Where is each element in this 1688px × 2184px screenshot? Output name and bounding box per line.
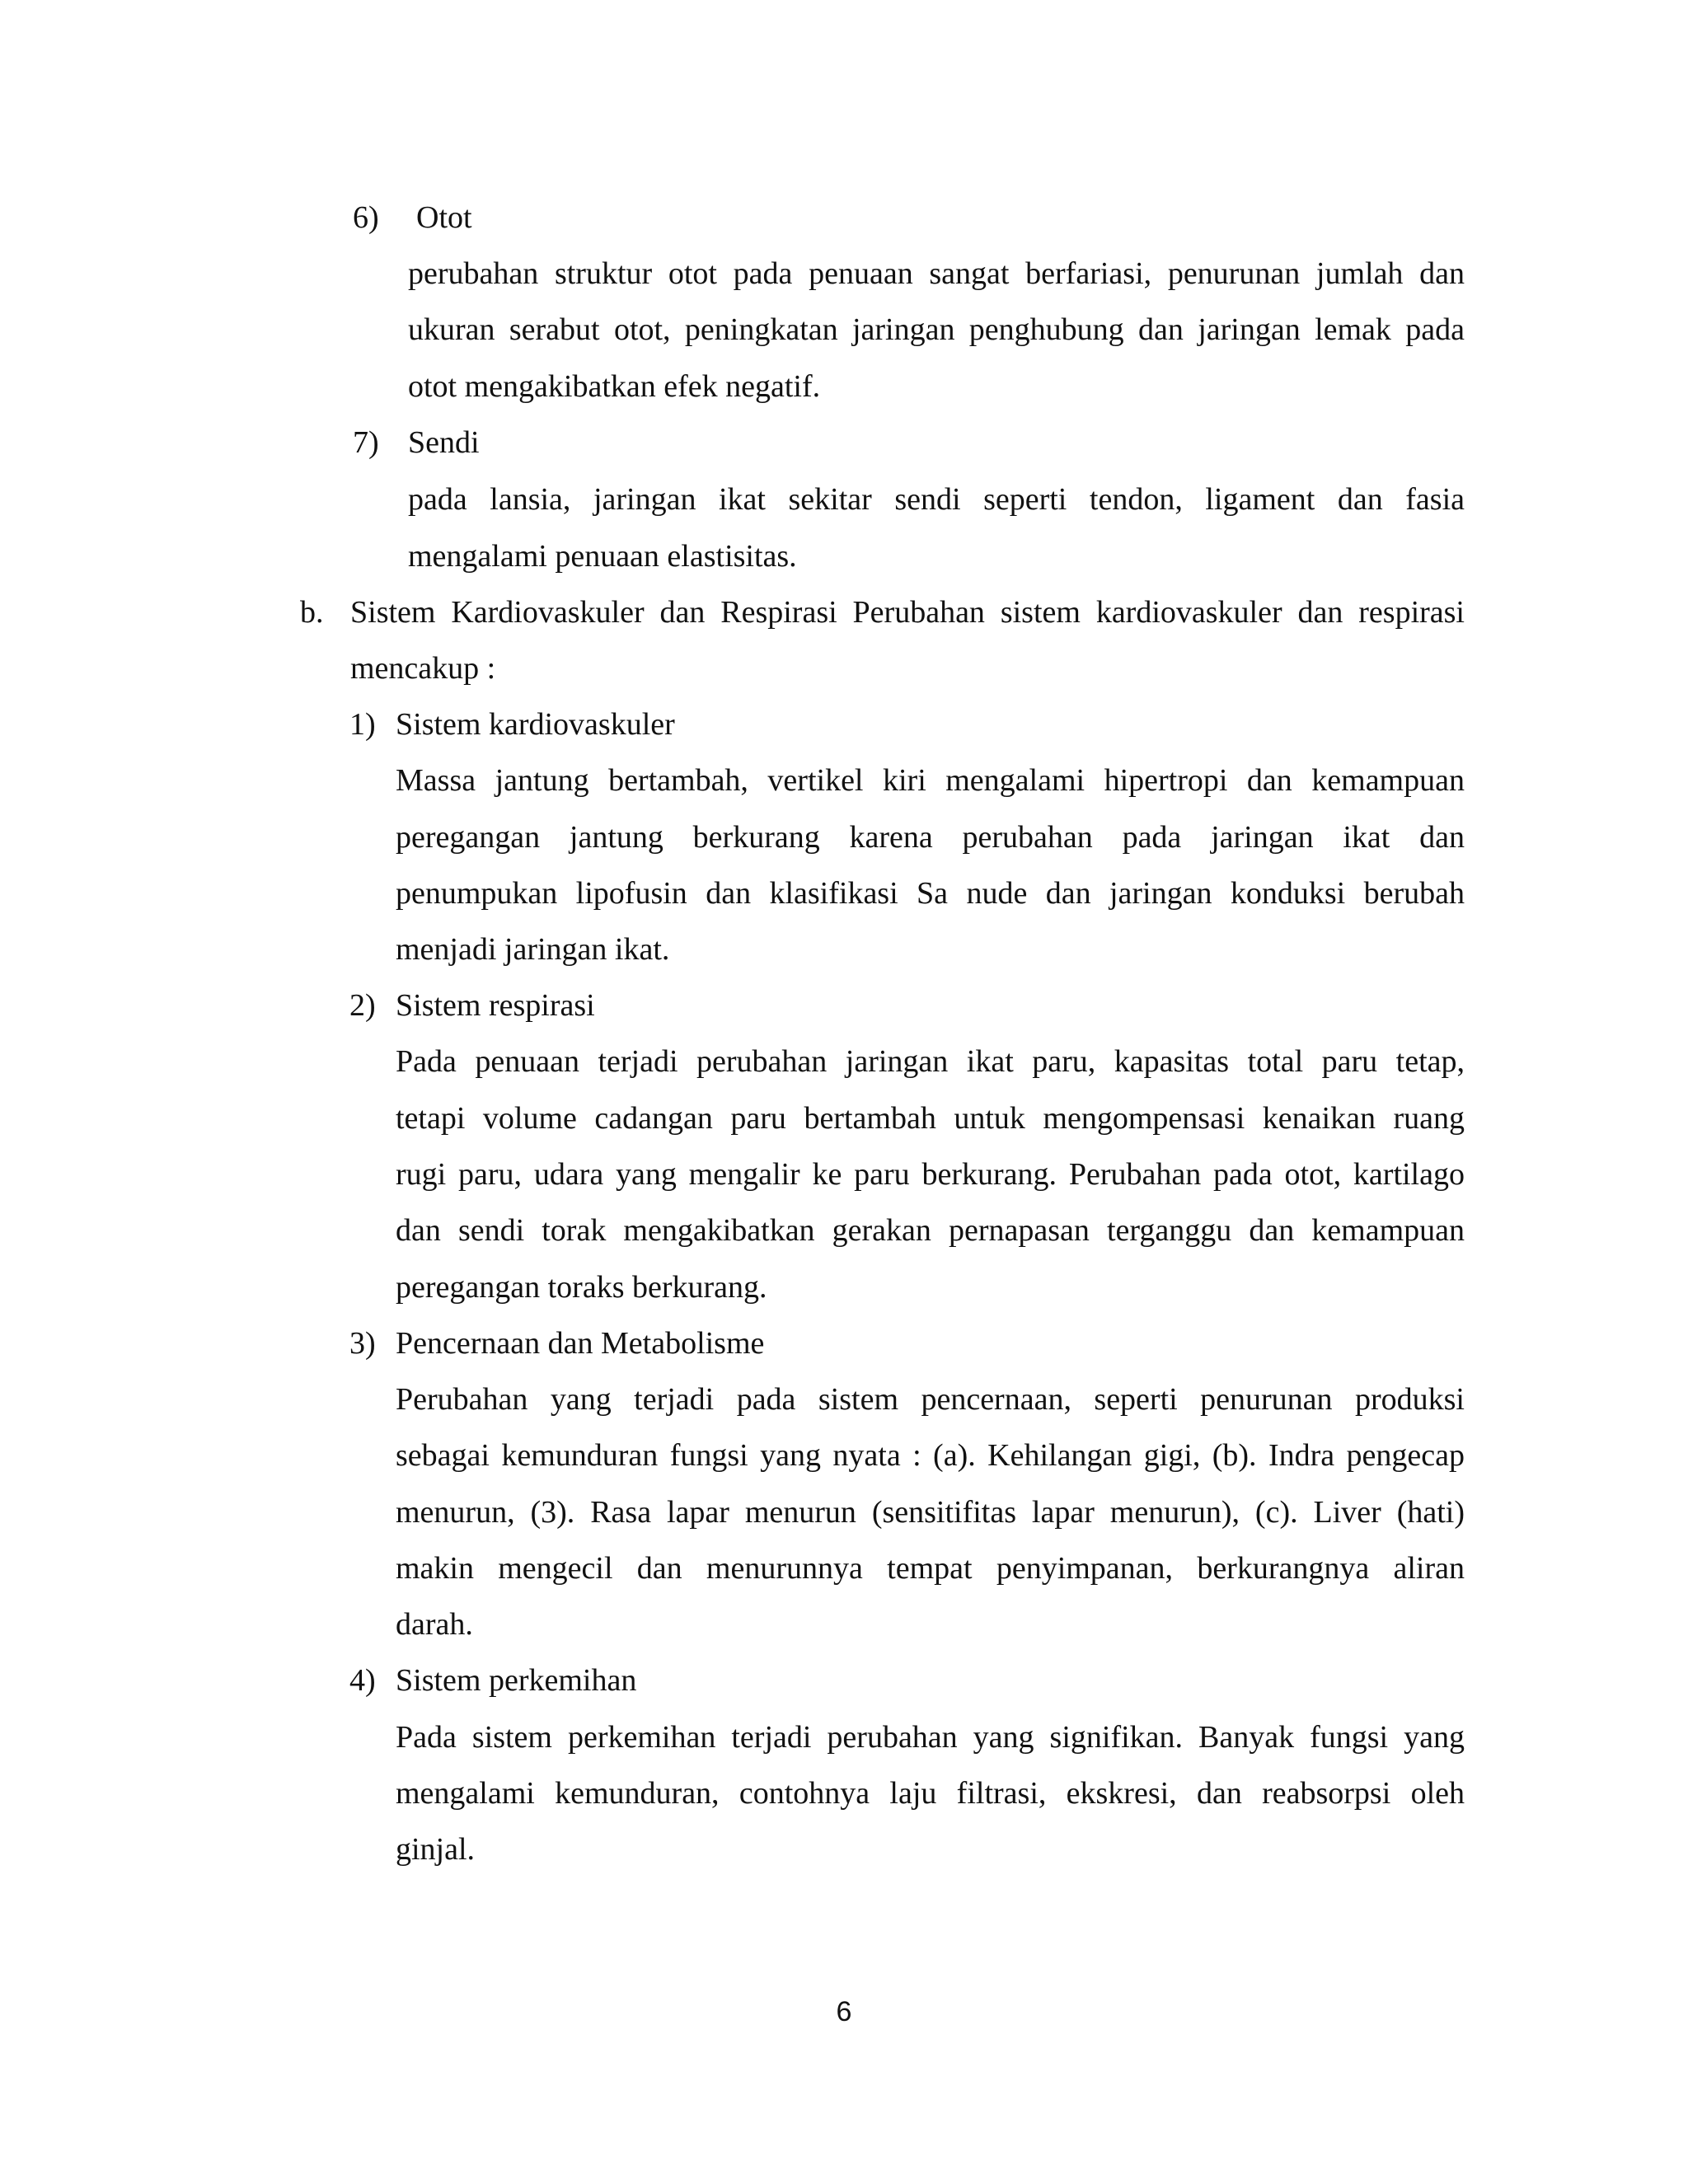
item-body-line: menjadi jaringan ikat. bbox=[396, 932, 670, 967]
item-body-line: mengalami kemunduran, contohnya laju filtrasi, ekskresi, dan reabsorpsi oleh bbox=[396, 1776, 1465, 1811]
item-heading-otot: Otot bbox=[416, 200, 472, 235]
item-heading-kardio: Sistem kardiovaskuler bbox=[396, 707, 675, 742]
item-body-line: perubahan struktur otot pada penuaan sangat berfariasi, penurunan jumlah dan bbox=[408, 256, 1465, 291]
section-heading-b: Sistem Kardiovaskuler dan Respirasi Perubahan sistem kardiovaskuler dan respirasi bbox=[350, 595, 1465, 630]
item-number-sendi: 7) bbox=[353, 425, 379, 460]
item-heading-respirasi: Sistem respirasi bbox=[396, 988, 595, 1023]
section-label-b: b. bbox=[300, 595, 324, 630]
item-body-line: peregangan toraks berkurang. bbox=[396, 1270, 767, 1305]
item-body-line: menurun, (3). Rasa lapar menurun (sensitifitas lapar menurun), (c). Liver (hati) bbox=[396, 1495, 1465, 1530]
section-heading-b-cont: mencakup : bbox=[350, 651, 496, 686]
item-heading-pencernaan: Pencernaan dan Metabolisme bbox=[396, 1326, 765, 1361]
item-body-line: darah. bbox=[396, 1607, 473, 1642]
item-body-line: mengalami penuaan elastisitas. bbox=[408, 539, 797, 574]
item-body-line: Perubahan yang terjadi pada sistem pencernaan, seperti penurunan produksi bbox=[396, 1382, 1465, 1417]
item-body-line: peregangan jantung berkurang karena perubahan pada jaringan ikat dan bbox=[396, 820, 1465, 855]
item-body-line: penumpukan lipofusin dan klasifikasi Sa nude dan jaringan konduksi berubah bbox=[396, 876, 1465, 911]
item-heading-perkemihan: Sistem perkemihan bbox=[396, 1663, 637, 1698]
item-number-pencernaan: 3) bbox=[349, 1326, 376, 1361]
item-heading-sendi: Sendi bbox=[408, 425, 480, 460]
item-number-kardio: 1) bbox=[349, 707, 376, 742]
item-body-line: makin mengecil dan menurunnya tempat penyimpanan, berkurangnya aliran bbox=[396, 1551, 1465, 1586]
item-number-respirasi: 2) bbox=[349, 988, 376, 1023]
item-number-otot: 6) bbox=[353, 200, 379, 235]
item-body-line: Pada penuaan terjadi perubahan jaringan ikat paru, kapasitas total paru tetap, bbox=[396, 1044, 1465, 1079]
item-body-line: pada lansia, jaringan ikat sekitar sendi seperti tendon, ligament dan fasia bbox=[408, 482, 1465, 517]
page-number: 6 bbox=[836, 1996, 852, 2027]
item-body-line: ukuran serabut otot, peningkatan jaringan penghubung dan jaringan lemak pada bbox=[408, 312, 1465, 347]
item-body-line: Massa jantung bertambah, vertikel kiri mengalami hipertropi dan kemampuan bbox=[396, 763, 1465, 798]
item-body-line: Pada sistem perkemihan terjadi perubahan yang signifikan. Banyak fungsi yang bbox=[396, 1720, 1465, 1755]
item-body-line: otot mengakibatkan efek negatif. bbox=[408, 369, 821, 404]
item-body-line: dan sendi torak mengakibatkan gerakan pernapasan terganggu dan kemampuan bbox=[396, 1213, 1465, 1248]
item-number-perkemihan: 4) bbox=[349, 1663, 376, 1698]
item-body-line: ginjal. bbox=[396, 1832, 476, 1867]
item-body-line: tetapi volume cadangan paru bertambah untuk mengompensasi kenaikan ruang bbox=[396, 1101, 1465, 1136]
item-body-line: sebagai kemunduran fungsi yang nyata : (a). Kehilangan gigi, (b). Indra pengecap bbox=[396, 1438, 1465, 1473]
item-body-line: rugi paru, udara yang mengalir ke paru berkurang. Perubahan pada otot, kartilago bbox=[396, 1157, 1465, 1192]
